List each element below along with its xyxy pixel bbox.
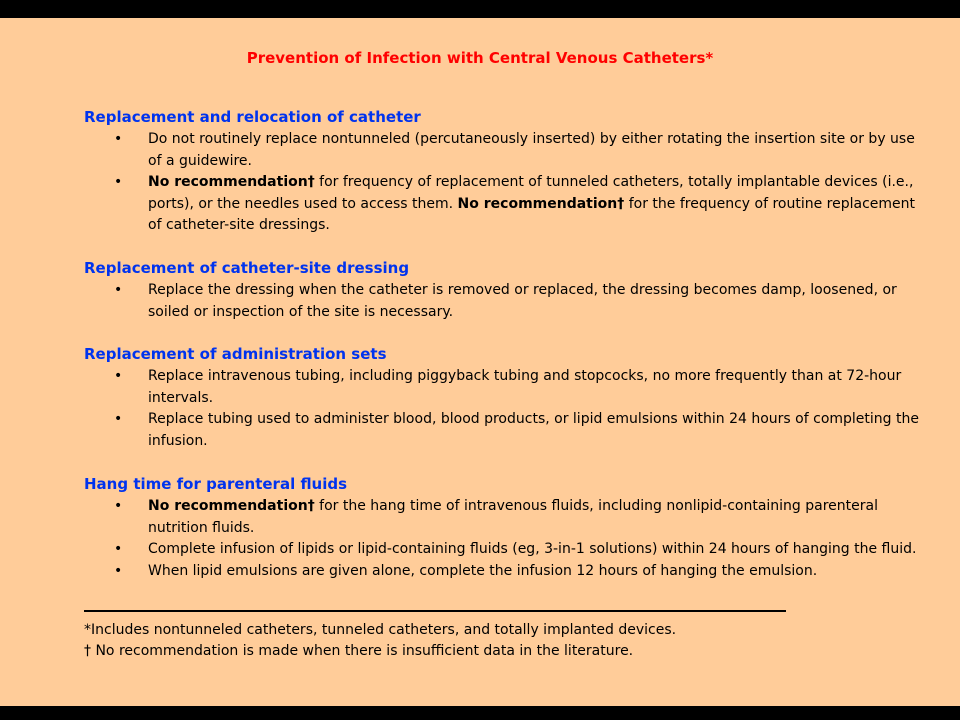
bullet-icon: • xyxy=(114,368,123,384)
section-heading: Replacement of catheter-site dressing xyxy=(84,259,410,277)
list-item xyxy=(84,409,924,452)
item-text: Complete infusion of lipids or lipid-containing fluids (eg, 3-in-1 solutions) within 24 hours of hanging the fluid. xyxy=(148,541,917,557)
section-heading: Replacement of administration sets xyxy=(84,345,387,363)
list-item xyxy=(84,172,924,237)
item-text: for the frequency of routine replacement of catheter-site dressings. xyxy=(148,195,915,233)
footnote: *Includes nontunneled catheters, tunneled catheters, and totally implanted devices. xyxy=(84,622,677,638)
section-hang-time xyxy=(84,474,924,582)
section-heading: Replacement and relocation of catheter xyxy=(84,108,421,126)
slide xyxy=(0,18,960,706)
item-text: Replace the dressing when the catheter is removed or replaced, the dressing becomes damp, loosened, or soiled or inspection of the site is necessary. xyxy=(148,282,897,320)
item-bold-text: No recommendation† xyxy=(148,174,315,190)
list-item xyxy=(84,366,924,409)
bullet-icon: • xyxy=(114,562,123,579)
footnotes xyxy=(84,620,924,662)
list-item xyxy=(84,129,924,172)
footnote-divider xyxy=(84,610,786,612)
item-text: Replace intravenous tubing, including piggyback tubing and stopcocks, no more frequently than at 72-hour intervals. xyxy=(148,368,902,406)
item-text: Do not routinely replace nontunneled (percutaneously inserted) by either rotating the insertion site or by use of a guidewire. xyxy=(148,131,915,169)
bullet-icon: • xyxy=(114,498,123,514)
bullet-icon: • xyxy=(114,541,123,557)
item-bold-text: No recommendation† xyxy=(457,195,625,212)
bullet-icon: • xyxy=(114,174,123,190)
bullet-icon: • xyxy=(114,282,123,298)
list-item xyxy=(84,280,924,323)
slide-title: Prevention of Infection with Central Venous Catheters* xyxy=(246,49,714,67)
item-text: for the hang time of intravenous fluids, including nonlipid-containing parenteral nutrition fluids. xyxy=(148,498,878,536)
list-item xyxy=(84,539,924,561)
list-item xyxy=(84,561,924,583)
item-text: for frequency of replacement of tunneled catheters, totally implantable devices (i.e., ports), or the needles used to access them. xyxy=(148,174,914,212)
bullet-icon: • xyxy=(114,411,123,427)
item-text: When lipid emulsions are given alone, complete the infusion 12 hours of hanging the emulsion. xyxy=(148,562,818,579)
item-text: Replace tubing used to administer blood, blood products, or lipid emulsions within 24 hours of completing the infusion. xyxy=(148,411,919,449)
bullet-icon: • xyxy=(114,131,123,147)
section-catheter-replacement xyxy=(84,107,924,237)
list-item xyxy=(84,496,924,539)
section-dressing-replacement xyxy=(84,258,924,323)
section-heading: Hang time for parenteral fluids xyxy=(84,475,348,493)
section-administration-sets xyxy=(84,344,924,452)
footnote: † No recommendation is made when there is insufficient data in the literature. xyxy=(84,643,634,659)
item-bold-text: No recommendation† xyxy=(148,498,315,514)
